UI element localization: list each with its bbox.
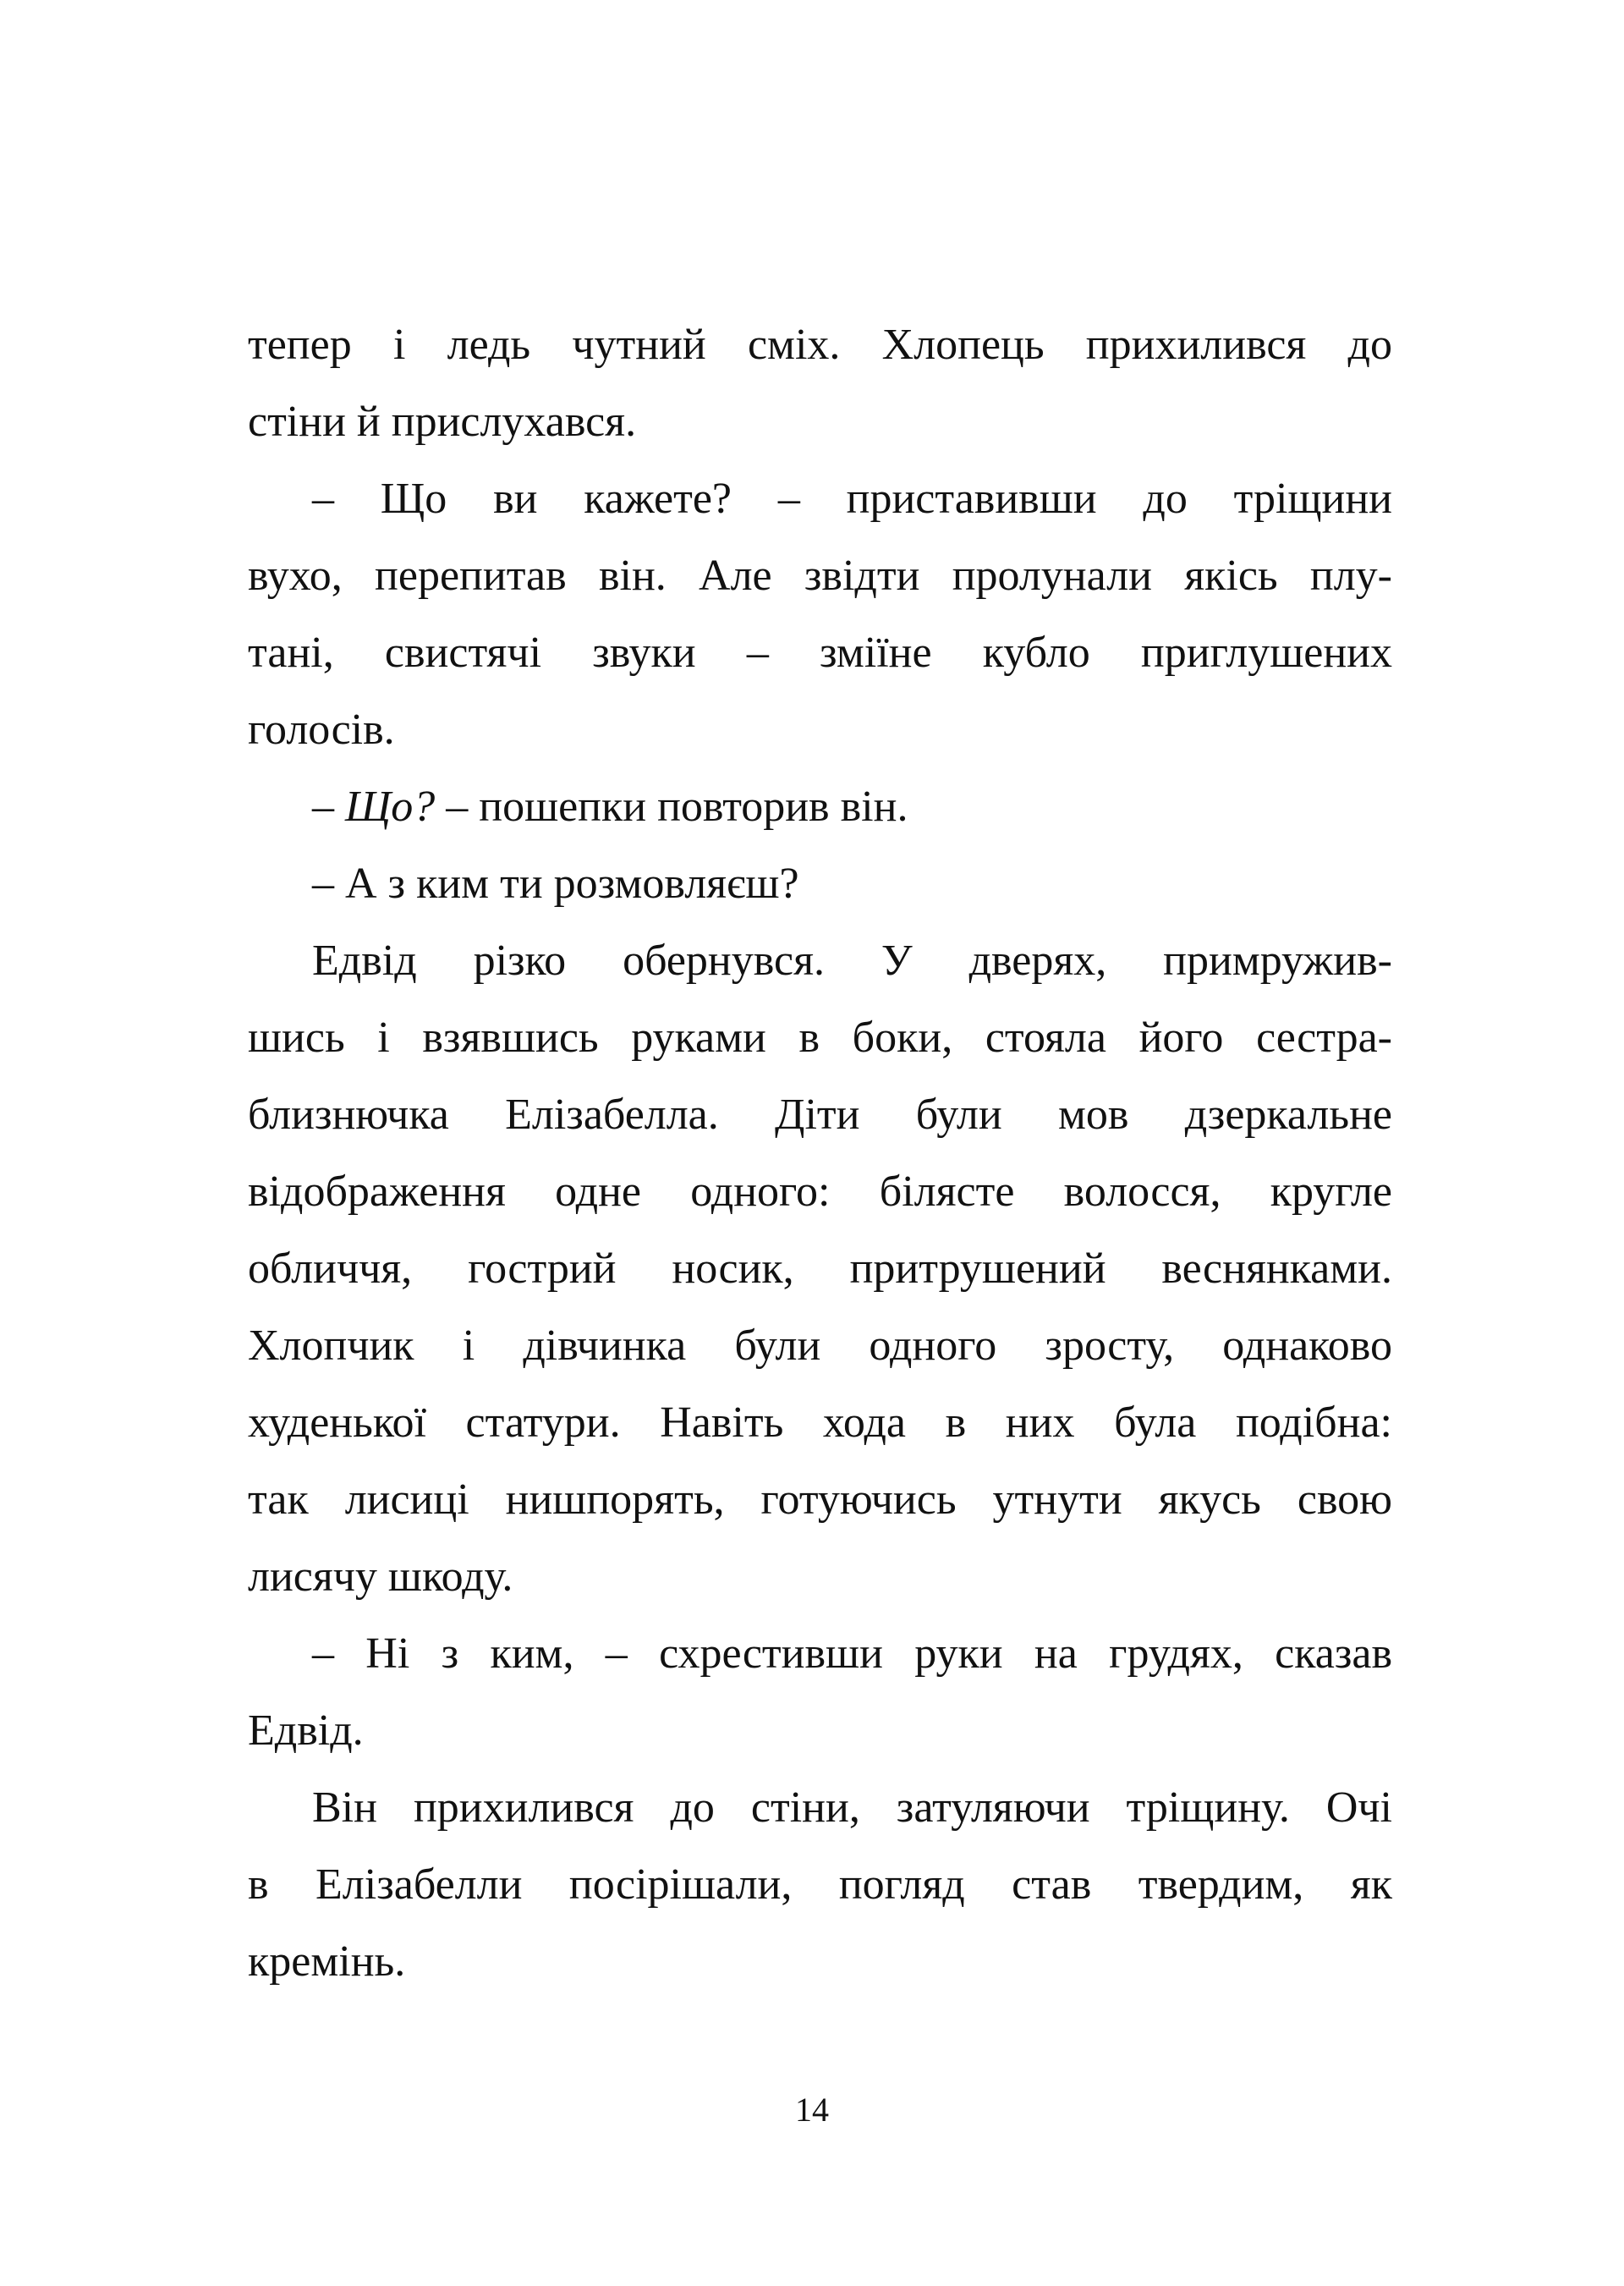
text-line: Хлопчик і дівчинка були одного зросту, однаково (248, 1322, 1392, 1370)
page-number: 14 (795, 2091, 829, 2129)
text-line: стіни й прислухався. (248, 398, 637, 446)
text-line: лисячу шкоду. (248, 1552, 513, 1601)
text-line: обличчя, гострий носик, притрушений веснянками. (248, 1245, 1392, 1293)
text-line: вухо, перепитав він. Але звідти пролунали якісь плу- (248, 552, 1392, 600)
speech-tag: – пошепки повторив він. (435, 783, 908, 831)
text-line: в Елізабелли посірішали, погляд став твердим, як (248, 1860, 1392, 1909)
text-line: тані, свистячі звуки – зміїне кубло приглушених (248, 629, 1392, 677)
text-line: – Ні з ким, – схрестивши руки на грудях, сказав (312, 1629, 1392, 1678)
text-line (248, 768, 1392, 845)
text-line: близнючка Елізабелла. Діти були мов дзеркальне (248, 1091, 1392, 1139)
body-text (248, 306, 1392, 2000)
text-line: так лисиці нишпорять, готуючись утнути якусь свою (248, 1475, 1392, 1524)
text-line: – Що ви кажете? – приставивши до тріщини (312, 475, 1392, 523)
text-line: худенької статури. Навіть хода в них була подібна: (248, 1399, 1392, 1447)
text-line: Едвід різко обернувся. У дверях, примружив- (312, 937, 1392, 985)
text-line: тепер і ледь чутний сміх. Хлопець прихилився до (248, 321, 1392, 369)
text-line: відображення одне одного: білясте волосся, кругле (248, 1168, 1392, 1216)
text-line: голосів. (248, 706, 395, 754)
text-line: Він прихилився до стіни, затуляючи тріщину. Очі (312, 1783, 1392, 1832)
text-line: – А з ким ти розмовляєш? (312, 860, 799, 908)
italic-speech: – Що? (312, 783, 436, 831)
text-line: шись і взявшись руками в боки, стояла його сестра- (248, 1014, 1392, 1062)
text-line: кремінь. (248, 1937, 406, 1986)
text-line: Едвід. (248, 1706, 364, 1755)
